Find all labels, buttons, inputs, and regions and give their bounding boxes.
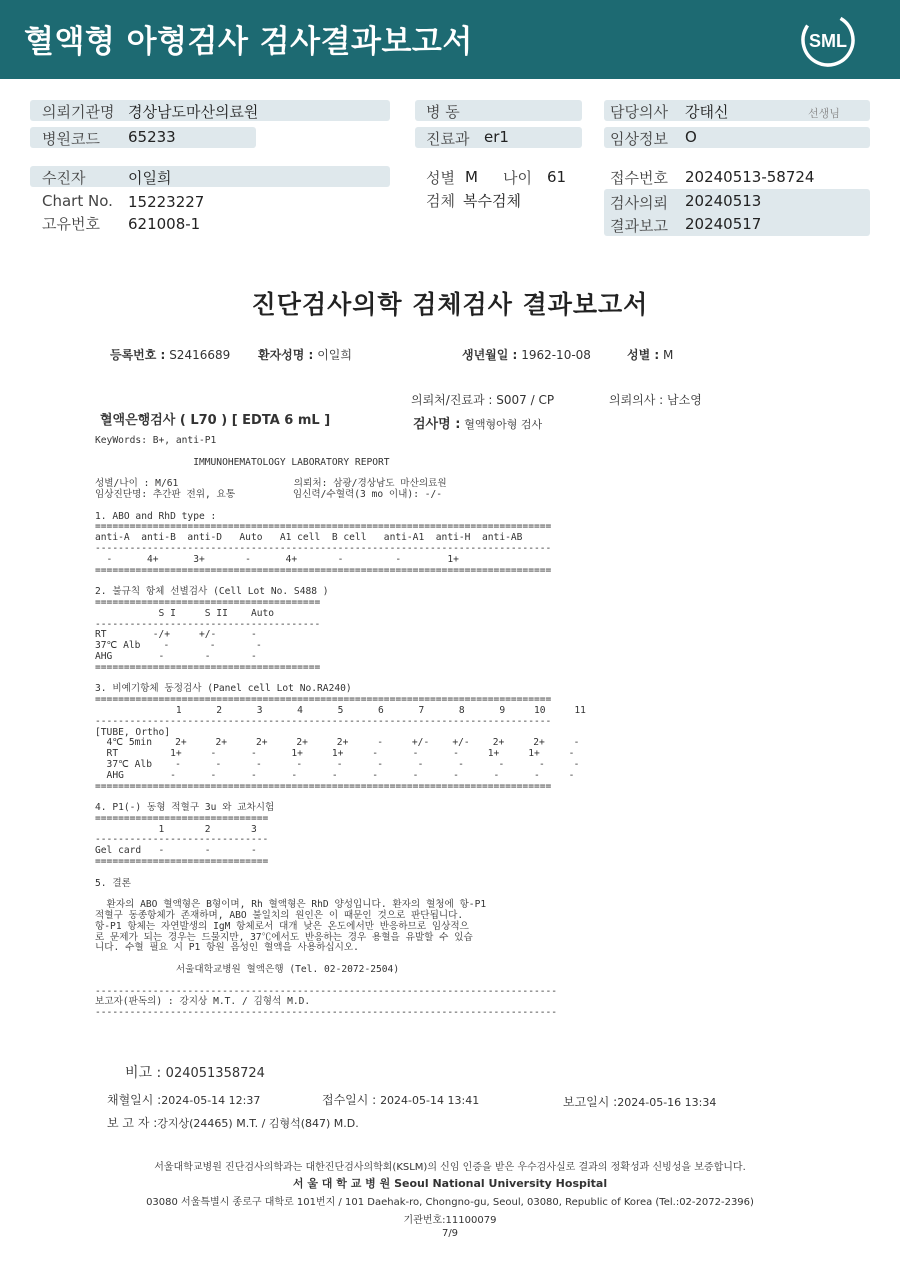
dept-label: 진료과 [426, 130, 470, 148]
doctor-label: 담당의사 [610, 103, 668, 121]
receipt-value: 20240513-58724 [685, 168, 815, 186]
page-number: 7/9 [441, 1228, 459, 1239]
referrer: 의뢰처/진료과 : S007 / CP [411, 393, 555, 407]
certification: 서울대학교병원 진단검사의학과는 대한진단검사의학회(KSLM)의 신임 인증을 받은 우수검사실로 결과의 정확성과 신빙성을 보증합니다. [154, 1162, 746, 1173]
result-value: 20240517 [685, 215, 762, 233]
unique-value: 621008-1 [128, 215, 201, 233]
sex-label: 성별 [426, 169, 455, 187]
report-time: 보고일시 :2024-05-16 13:34 [563, 1095, 717, 1109]
lab-report-body: KeyWords: B+, anti-P1 IMMUNOHEMATOLOGY LABORATORY REPORT 성별/나이 : M/61 의뢰처: 삼광/경상남도 마산의료원 임상진단명: 추간판 전위, 요통 임신력/수혈력(3 mo 이내): -/- 1. ABO and RhD type : =============================================================================== anti-A anti-B anti-D Auto A1 cell B cell anti-A1 anti-H anti-AB ------------------------------------------------------------------------------- - 4+ 3+ - 4+ - - 1+ =============================================================================== 2. 불규칙 항체 선별검사 (Cell Lot No. S488 ) ======================================= S I S II Auto --------------------------------------- RT -/+ +/- - 37℃ Alb - - - AHG - - - ======================================= 3. 비예기항체 동정검사 (Panel cell Lot No.RA240) =============================================================================== 1 2 3 4 5 6 7 8 9 10 11 ------------------------------------------------------------------------------- [TUBE, Ortho] 4℃ 5min 2+ 2+ 2+ 2+ 2+ - +/- +/- 2+ 2+ - RT 1+ - - 1+ 1+ - - - 1+ 1+ - 37℃ Alb - - - - - - - - - - - AHG - - - - - - - - - - - =============================================================================== 4. P1(-) 동형 적혈구 3u 와 교차시험 ============================== 1 2 3 ------------------------------ Gel card - - - ============================== 5. 결론 환자의 ABO 혈액형은 B형이며, Rh 혈액형은 RhD 양성입니다. 환자의 혈청에 항-P1 적혈구 동종항체가 존재하며, ABO 불일치의 원인은 이 때문인 것으로 판단됩니다. 항-P1 항체는 자연발생의 IgM 항체로서 대개 낮은 온도에서만 반응하므로 임상적으 로 문제가 되는 경우는 드물지만, 37℃에서도 반응하는 경우 용혈을 유발할 수 있습 니다. 수혈 필요 시 P1 항원 음성인 혈액을 사용하십시오. 서울대학교병원 혈액은행 (Tel. 02-2072-2504) -------------------------------------------------------------------------------- 보고자(판독의) : 강지상 M.T. / 김형석 M.D. -------------------------------------------------------------------------------- [95, 435, 586, 1019]
age-value: 61 [547, 168, 567, 186]
doctor-value: 강태신 [685, 103, 729, 121]
reg-no: 등록번호 : S2416689 [110, 348, 231, 362]
test-code: 혈액은행검사 ( L70 ) [ EDTA 6 mL ] [100, 413, 331, 428]
chart-value: 15223227 [128, 193, 205, 211]
institution-value: 경상남도마산의료원 [128, 103, 259, 121]
test-name: 검사명 : 혈액형아형 검사 [413, 417, 543, 432]
receipt-label: 접수번호 [610, 169, 668, 187]
doctor-suffix: 선생님 [808, 107, 840, 120]
patient-value: 이일희 [128, 169, 172, 187]
hospital-name: 서 울 대 학 교 병 원 Seoul National University Hospital [292, 1177, 608, 1190]
birth-date: 생년월일 : 1962-10-08 [462, 348, 591, 362]
dept-value: er1 [484, 128, 509, 146]
req-label: 검사의뢰 [610, 194, 668, 212]
sml-logo [800, 12, 856, 68]
hospital-code-label: 병원코드 [42, 130, 100, 148]
ref-doctor: 의뢰의사 : 남소영 [609, 393, 702, 407]
specimen-label: 검체 [426, 192, 455, 210]
ward-label: 병 동 [426, 103, 460, 121]
receive-time: 접수일시 : 2024-05-14 13:41 [322, 1093, 480, 1107]
remark: 비고 : 024051358724 [125, 1065, 265, 1081]
sex-value: M [465, 168, 478, 186]
hospital-code-value: 65233 [128, 128, 176, 146]
report-title: 진단검사의학 검체검사 결과보고서 [251, 290, 649, 319]
req-value: 20240513 [685, 192, 762, 210]
clinical-label: 임상정보 [610, 130, 668, 148]
svg-text:SML: SML [809, 31, 847, 51]
institution-label: 의뢰기관명 [42, 103, 115, 121]
specimen-value: 복수검체 [463, 192, 521, 210]
report-header [0, 0, 900, 79]
reporter: 보 고 자 :강지상(24465) M.T. / 김형석(847) M.D. [107, 1116, 359, 1130]
report-sex: 성별 : M [627, 348, 674, 362]
collect-time: 채혈일시 :2024-05-14 12:37 [107, 1093, 261, 1107]
age-label: 나이 [503, 169, 532, 187]
patient-label: 수진자 [42, 169, 86, 187]
chart-label: Chart No. [42, 192, 113, 210]
hospital-address: 03080 서울특별시 종로구 대학로 101번지 / 101 Daehak-ro, Chongno-gu, Seoul, 03080, Republic of Korea (Tel.:02-2072-2396) [146, 1197, 754, 1208]
unique-label: 고유번호 [42, 215, 100, 233]
clinical-value: O [685, 128, 697, 146]
institution-number: 기관번호:11100079 [403, 1215, 497, 1226]
patient-name: 환자성명 : 이일희 [258, 348, 352, 362]
header-title: 혈액형 아형검사 검사결과보고서 [24, 24, 473, 60]
result-label: 결과보고 [610, 217, 668, 235]
